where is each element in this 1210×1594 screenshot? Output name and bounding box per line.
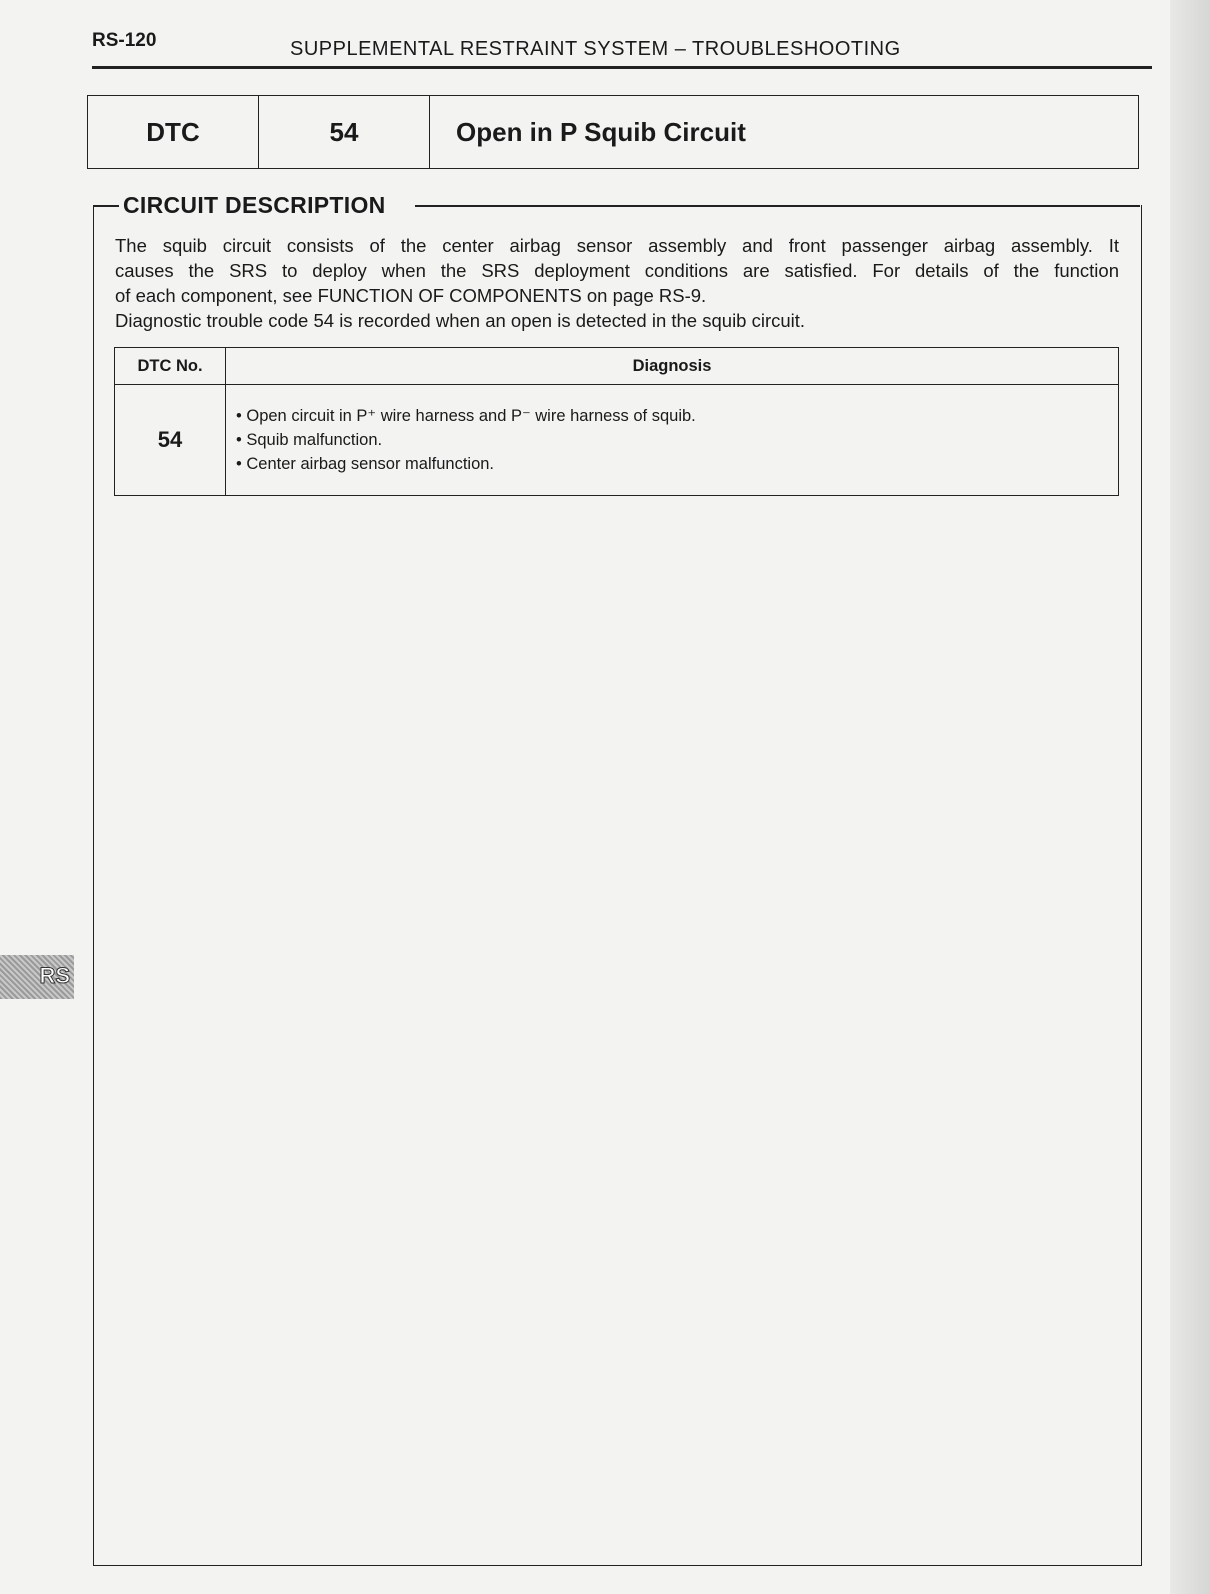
dtc-code: 54 bbox=[259, 96, 430, 168]
side-tab-label: RS bbox=[39, 963, 70, 988]
dtc-number-cell: 54 bbox=[115, 385, 226, 496]
diagnosis-item: • Open circuit in P⁺ wire harness and P⁻ wire harness of squib. bbox=[236, 407, 696, 425]
description-line: of each component, see FUNCTION OF COMPONENTS on page RS-9. bbox=[115, 285, 707, 306]
header-rule bbox=[92, 66, 1152, 69]
diagnosis-cell bbox=[226, 385, 1119, 496]
page-number: RS-120 bbox=[92, 30, 157, 51]
section-heading: CIRCUIT DESCRIPTION bbox=[123, 192, 386, 218]
dtc-title: Open in P Squib Circuit bbox=[456, 116, 746, 147]
description-line: The squib circuit consists of the center airbag sensor assembly and front passenger airbag assembly. It bbox=[115, 235, 1119, 256]
description-line: causes the SRS to deploy when the SRS deployment conditions are satisfied. For details of the function bbox=[115, 260, 1119, 281]
diagnosis-item: • Squib malfunction. bbox=[236, 431, 383, 449]
description-line: Diagnostic trouble code 54 is recorded when an open is detected in the squib circuit. bbox=[115, 310, 806, 331]
table-row bbox=[115, 385, 1119, 496]
dtc-title-box bbox=[87, 95, 1139, 169]
table-header-row bbox=[115, 348, 1119, 385]
circuit-description-text bbox=[115, 233, 1119, 333]
running-title: SUPPLEMENTAL RESTRAINT SYSTEM – TROUBLESHOOTING bbox=[290, 38, 901, 60]
header-dtc-no: DTC No. bbox=[115, 348, 226, 385]
header-diagnosis: Diagnosis bbox=[226, 348, 1119, 385]
section-side-tab bbox=[0, 955, 74, 999]
diagnosis-table bbox=[114, 347, 1119, 496]
page-edge-shadow bbox=[1170, 0, 1210, 1594]
diagnosis-item: • Center airbag sensor malfunction. bbox=[236, 455, 495, 473]
dtc-label: DTC bbox=[88, 96, 259, 168]
